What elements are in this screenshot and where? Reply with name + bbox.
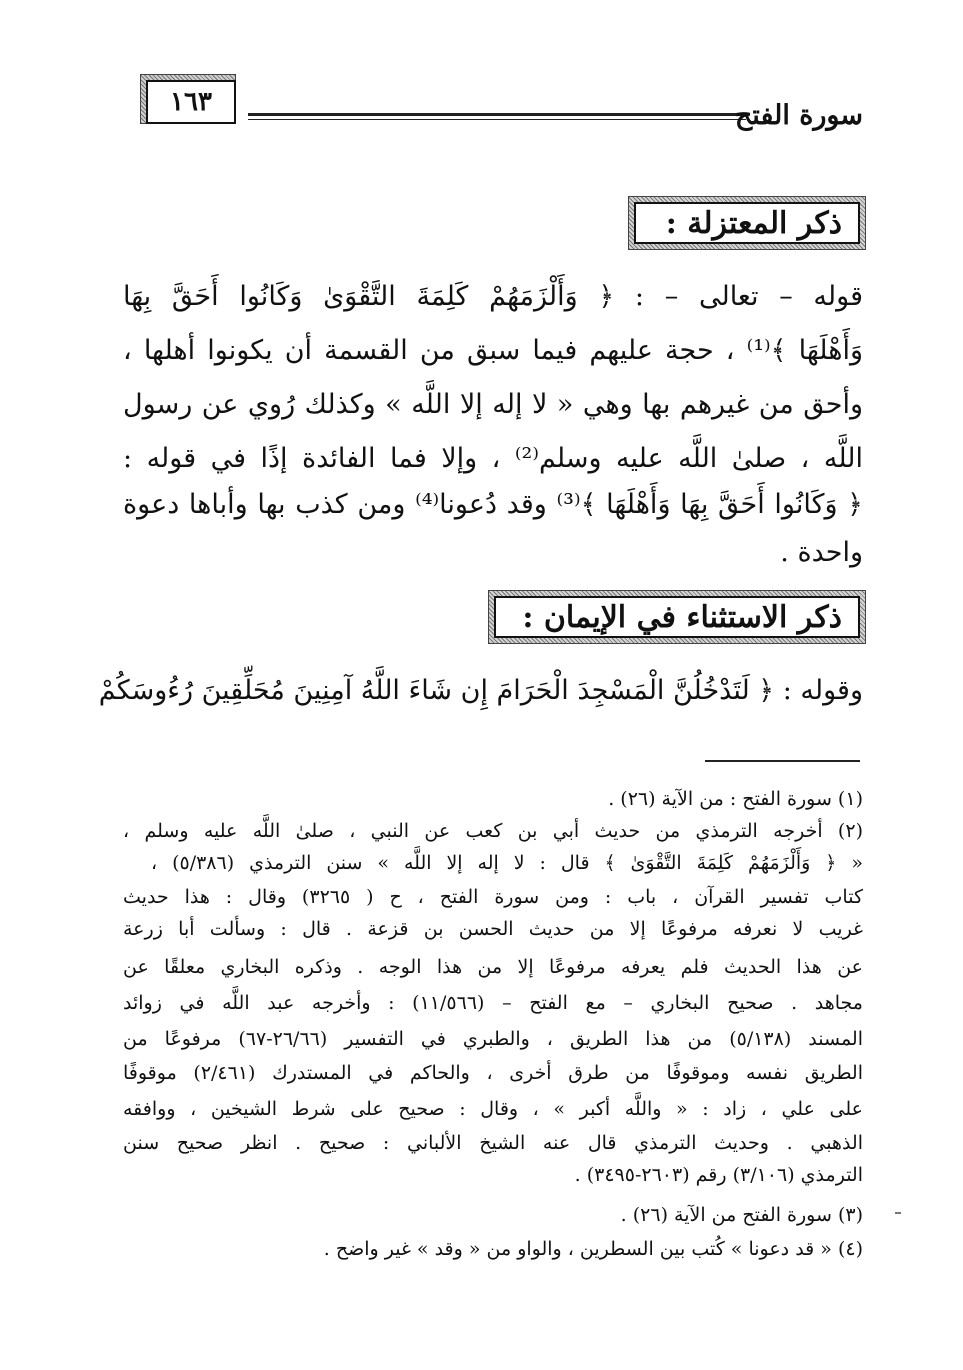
footnote: الترمذي (٣/١٠٦) رقم (٢٦٠٣-٣٤٩٥) . [574, 1164, 863, 1186]
footnote: « ﴿ وَأَلْزَمَهُمْ كَلِمَةَ التَّقْوَىٰ ﴾ قال : لا إله إلا اللَّه » سنن الترمذي (٥/٣٨٦) ، [151, 852, 863, 874]
body-line: ﴿ وَكَانُوا أَحَقَّ بِهَا وَأَهْلَهَا ﴾⁽³⁾ وقد دُعونا⁽⁴⁾ ومن كذب بها وأباها دعوة [123, 489, 864, 520]
scan-mark [895, 1212, 901, 1214]
body-line: وقوله : ﴿ لَتَدْخُلُنَّ الْمَسْجِدَ الْحَرَامَ إِن شَاءَ اللَّهُ آمِنِينَ مُحَلِّقِينَ رُءُوسَكُمْ [98, 675, 863, 706]
body-line: اللَّه ، صلىٰ اللَّه عليه وسلم⁽²⁾ ، وإلا فما الفائدة إذًا في قوله : [123, 443, 863, 474]
footnote: (٢) أخرجه الترمذي من حديث أبي بن كعب عن النبي ، صلىٰ اللَّه عليه وسلم ، [123, 820, 863, 842]
surah-title: سورة الفتح [734, 100, 863, 131]
footnote: كتاب تفسير القرآن ، باب : ومن سورة الفتح ، ح ( ٣٢٦٥) وقال : هذا حديث [123, 886, 864, 908]
section-heading-istithna: ذكر الاستثناء في الإيمان : [494, 596, 860, 638]
page-number: ١٦٣ [146, 80, 236, 124]
footnote: غريب لا نعرفه مرفوعًا إلا من حديث الحسن بن قزعة . قال : وسألت أبا زرعة [123, 918, 863, 940]
body-line: وأحق من غيرهم بها وهي « لا إله إلا اللَّه » وكذلك رُوي عن رسول [123, 389, 863, 420]
footnote: الذهبي . وحديث الترمذي قال عنه الشيخ الألباني : صحيح . انظر صحيح سنن [123, 1132, 863, 1154]
footnote: (٤) « قد دعونا » كُتب بين السطرين ، والواو من « وقد » غير واضح . [323, 1238, 863, 1260]
footnote: عن هذا الحديث فلم يعرفه مرفوعًا إلا من هذا الوجه . وذكره البخاري معلقًا عن [123, 956, 863, 978]
header-rule-thin [248, 119, 746, 120]
footnote-rule [705, 760, 860, 762]
footnote: المسند (٥/١٣٨) من هذا الطريق ، والطبري في التفسير (٢٦/٦٦-٦٧) مرفوعًا من [123, 1028, 864, 1050]
section-heading-mutazila: ذكر المعتزلة : [634, 202, 860, 244]
footnote: (١) سورة الفتح : من الآية (٢٦) . [608, 788, 863, 810]
footnote: الطريق نفسه وموقوفًا من طرق أخرى ، والحاكم في المستدرك (٢/٤٦١) موقوفًا [123, 1062, 863, 1084]
footnote: مجاهد . صحيح البخاري – مع الفتح – (١١/٥٦٦) : وأخرجه عبد اللَّه في زوائد [123, 992, 863, 1014]
section-heading-box [488, 590, 866, 644]
footnote: على علي ، زاد : « واللَّه أكبر » ، وقال : صحيح على شرط الشيخين ، ووافقه [123, 1098, 863, 1120]
body-line: وَأَهْلَهَا ﴾⁽¹⁾ ، حجة عليهم فيما سبق من القسمة أن يكونوا أهلها ، [123, 335, 863, 366]
page-number-box [140, 74, 238, 126]
footnote: (٣) سورة الفتح من الآية (٢٦) . [620, 1204, 863, 1226]
body-line: واحدة . [780, 537, 863, 568]
header-rule [248, 113, 746, 116]
section-heading-box [628, 196, 866, 250]
body-line: قوله – تعالى – : ﴿ وَأَلْزَمَهُمْ كَلِمَةَ التَّقْوَىٰ وَكَانُوا أَحَقَّ بِهَا [123, 281, 863, 312]
